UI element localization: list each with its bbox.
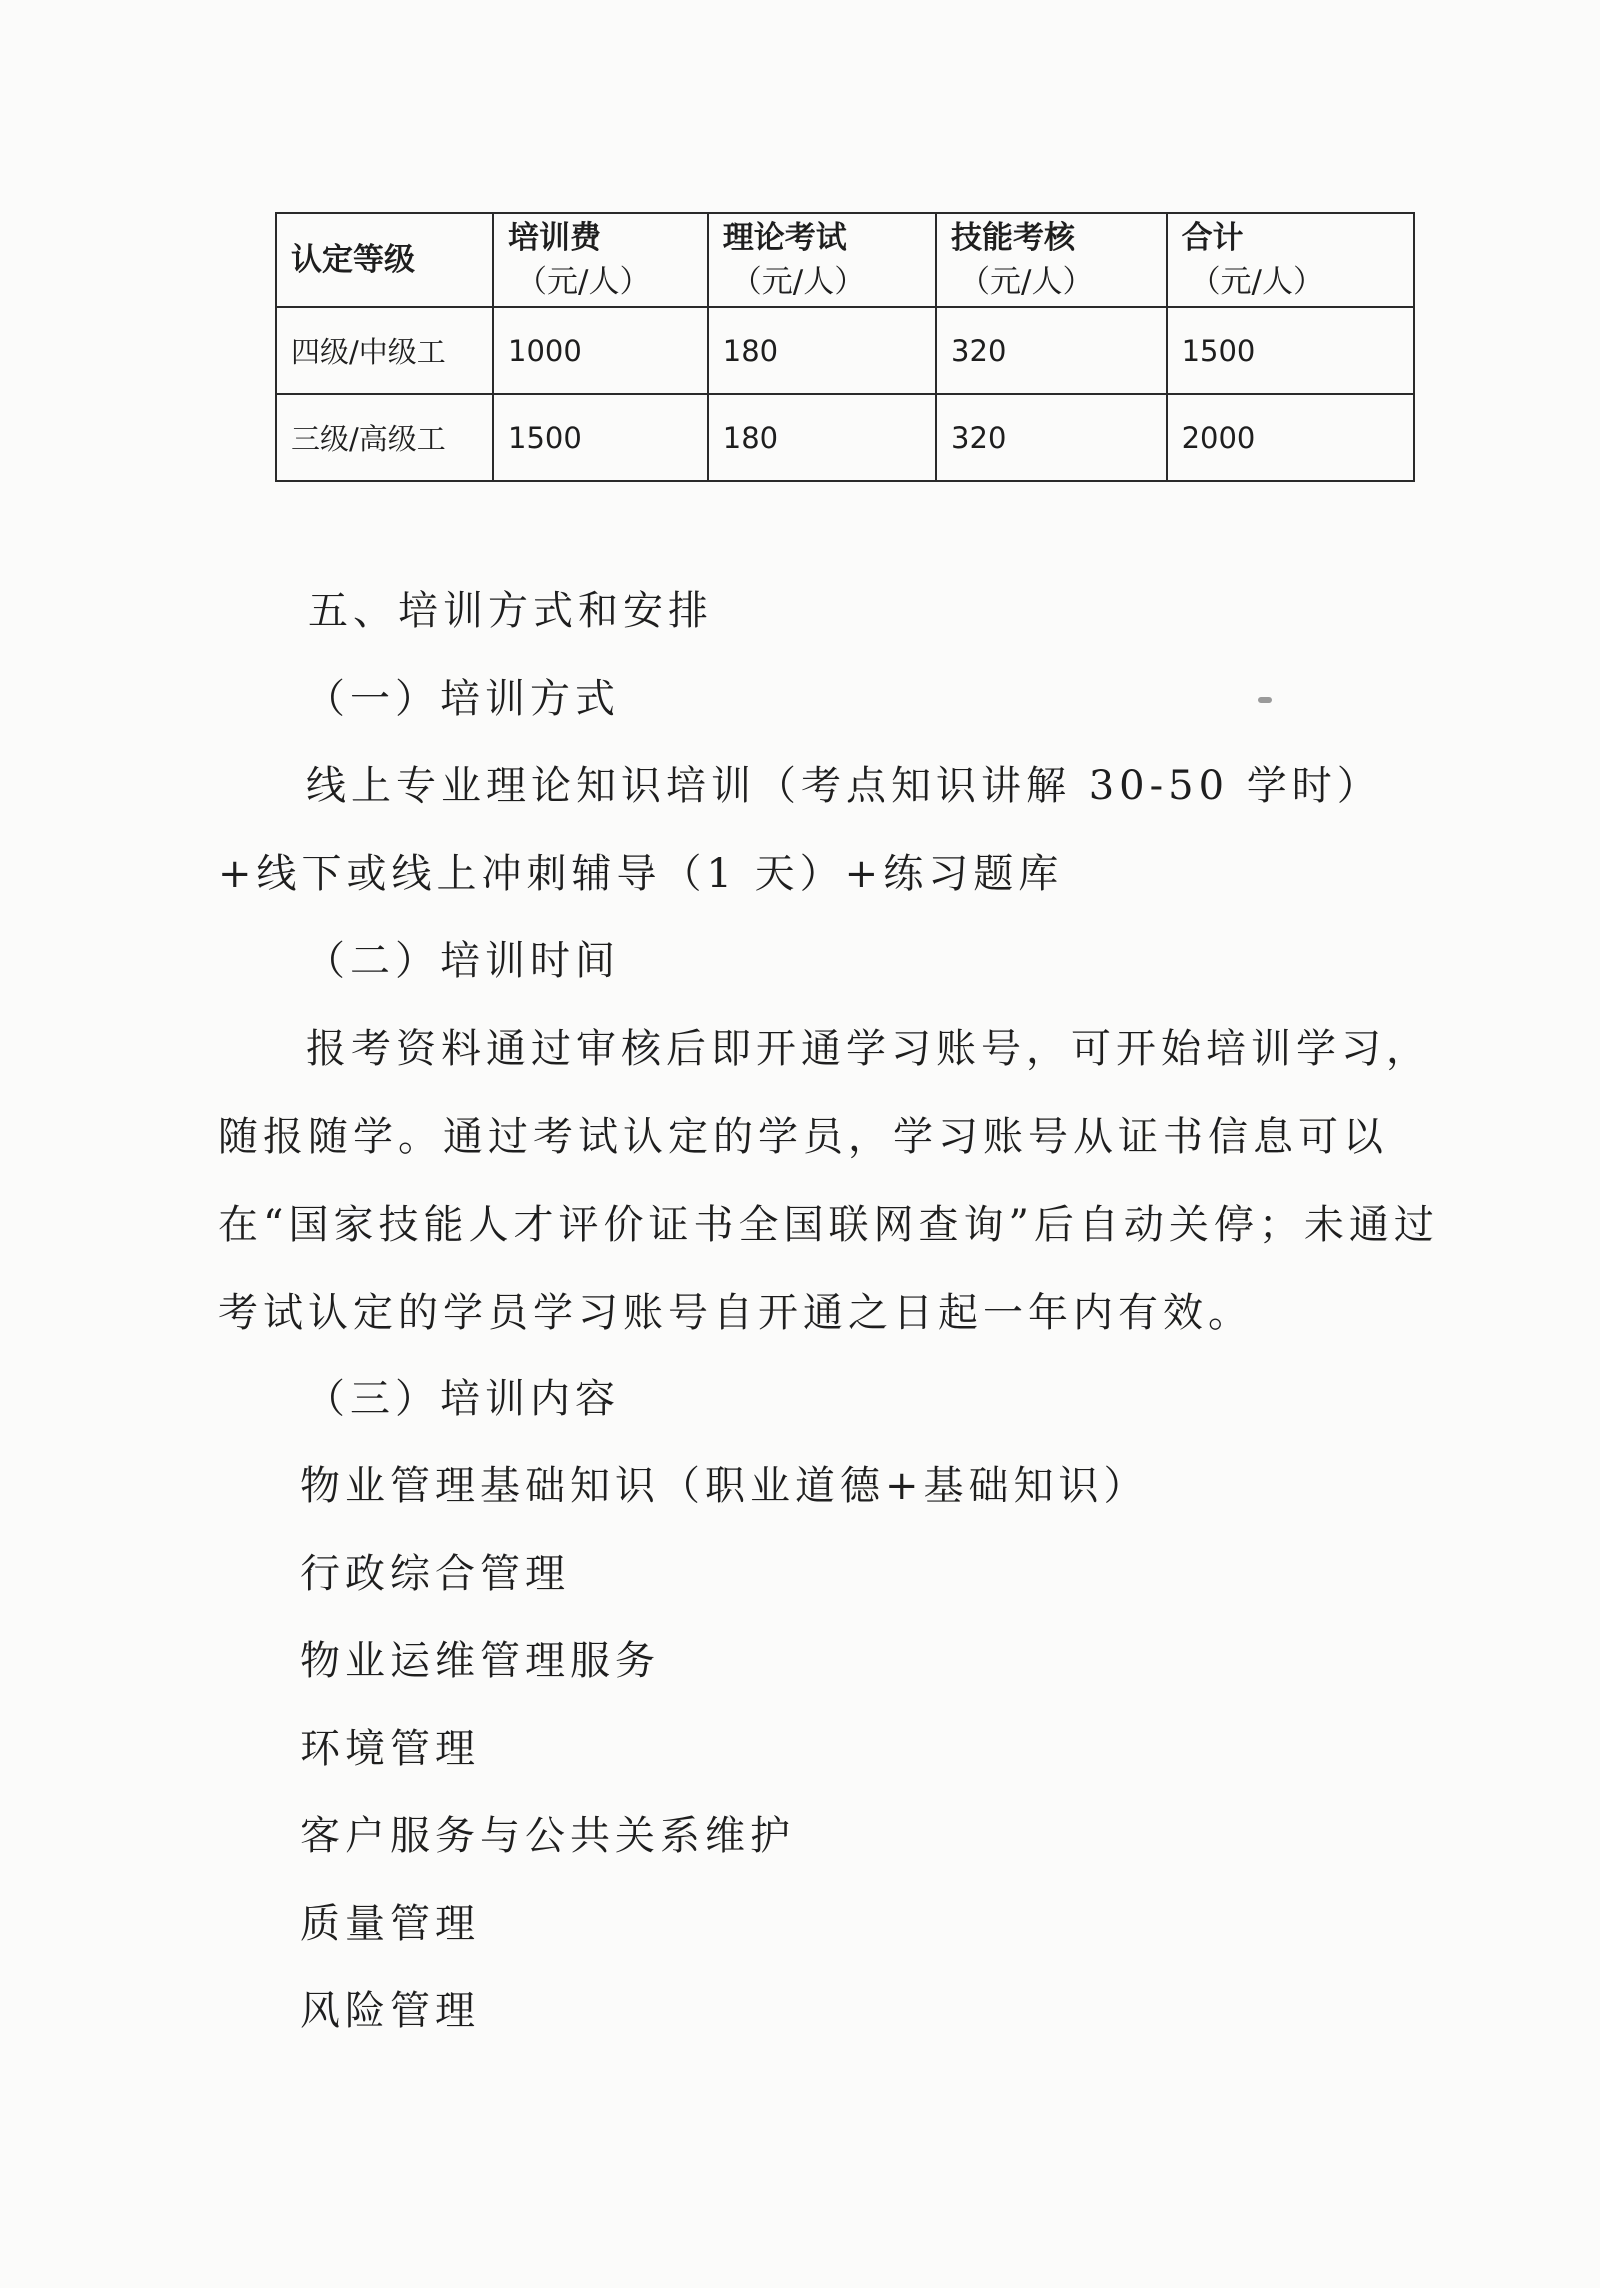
section-title: 五、培训方式和安排 xyxy=(308,588,713,634)
subsection-title-method: （一）培训方式 xyxy=(305,676,620,722)
list-item: 行政综合管理 xyxy=(300,1550,570,1597)
paragraph-method: 线上专业理论知识培训（考点知识讲解 30-50 学时）+线下或线上冲刺辅导（1 天）+练习题库 xyxy=(218,763,1382,897)
fee-table xyxy=(275,212,1415,482)
list-item: 客户服务与公共关系维护 xyxy=(300,1813,795,1859)
table-cell: 三级/高级工 xyxy=(276,394,493,481)
list-item: 环境管理 xyxy=(300,1725,480,1772)
header-theory-exam: 理论考试 （元/人） xyxy=(708,213,936,307)
content-list xyxy=(300,1443,1149,2056)
subsection-title-content: （三）培训内容 xyxy=(305,1376,620,1422)
table-row xyxy=(276,394,1414,481)
list-item: 物业运维管理服务 xyxy=(300,1638,660,1684)
table-cell: 四级/中级工 xyxy=(276,307,493,394)
list-item: 风险管理 xyxy=(300,1988,480,2034)
table-cell: 180 xyxy=(708,307,936,394)
table-row xyxy=(276,307,1414,394)
table-cell: 2000 xyxy=(1167,394,1414,481)
list-item: 质量管理 xyxy=(300,1900,480,1947)
table-cell: 1500 xyxy=(1167,307,1414,394)
paragraph-time: 报考资料通过审核后即开通学习账号，可开始培训学习，随报随学。通过考试认定的学员，学习账号从证书信息可以在“国家技能人才评价证书全国联网查询”后自动关停；未通过考试认定的学员学习账号自开通之日起一年内有效。 xyxy=(218,1026,1439,1336)
header-training-fee: 培训费 （元/人） xyxy=(493,213,708,307)
table-header-row xyxy=(276,213,1414,307)
list-item: 物业管理基础知识（职业道德+基础知识） xyxy=(300,1463,1149,1509)
table-cell: 180 xyxy=(708,394,936,481)
table-cell: 320 xyxy=(936,394,1167,481)
scan-speck xyxy=(1258,697,1272,703)
subsection-title-time: （二）培训时间 xyxy=(305,938,620,984)
table-cell: 320 xyxy=(936,307,1167,394)
table-cell: 1000 xyxy=(493,307,708,394)
header-total: 合计 （元/人） xyxy=(1167,213,1414,307)
header-skill-assessment: 技能考核 （元/人） xyxy=(936,213,1167,307)
table-cell: 1500 xyxy=(493,394,708,481)
header-level: 认定等级 xyxy=(276,213,493,307)
